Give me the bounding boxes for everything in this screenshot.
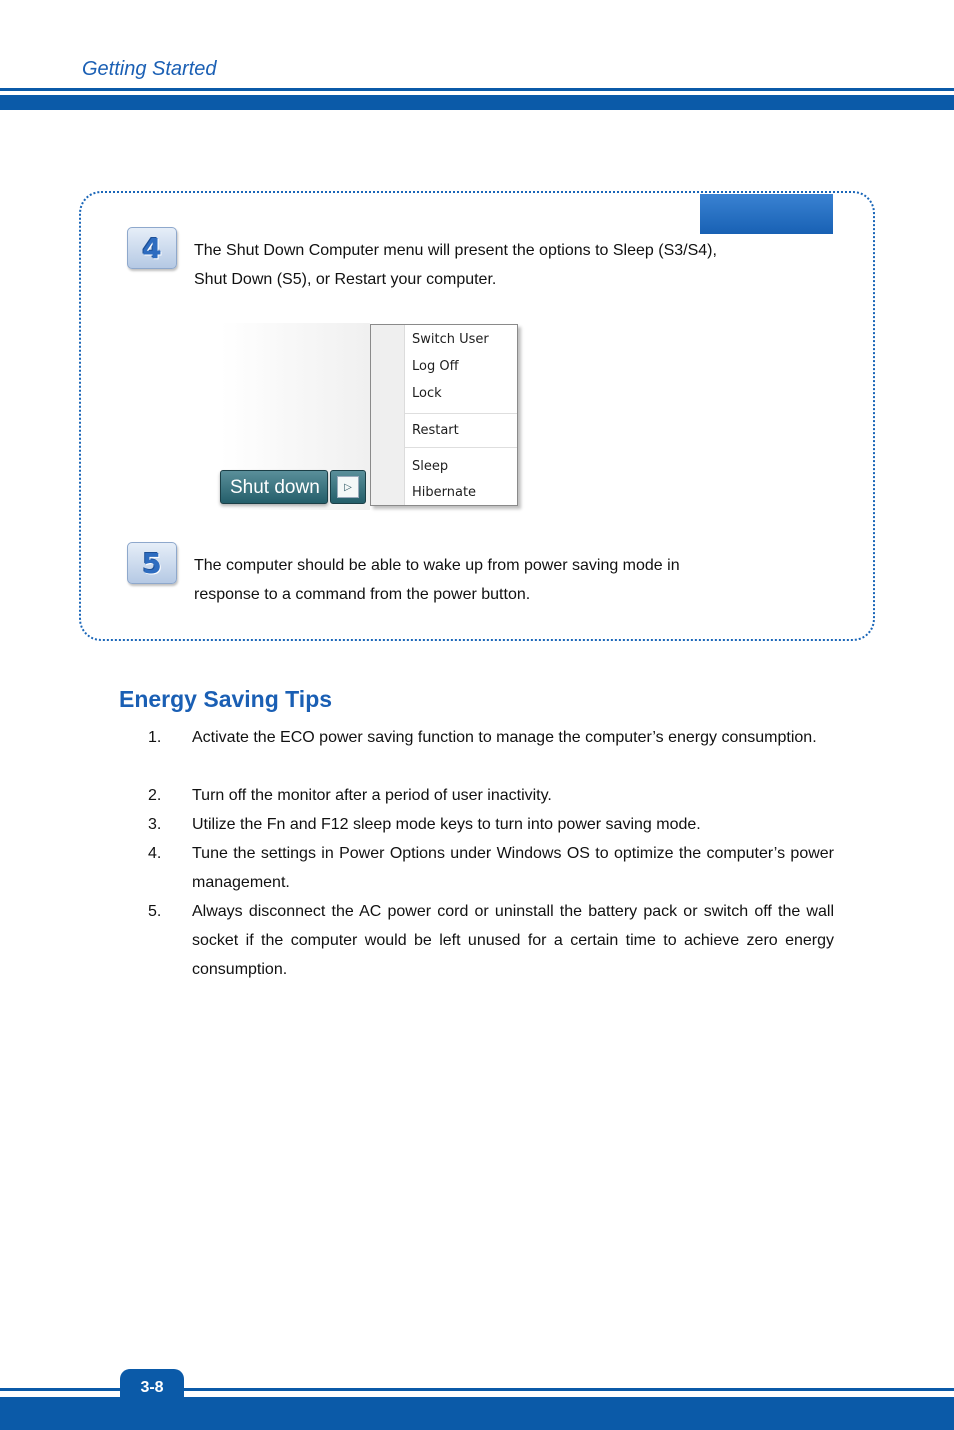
menu-separator: [405, 447, 517, 448]
triangle-right-icon: ▷: [337, 476, 359, 498]
menu-item-hibernate[interactable]: Hibernate: [412, 485, 477, 500]
step-4-line-2: Shut Down (S5), or Restart your computer.: [194, 271, 497, 288]
step-4-text: [194, 236, 717, 294]
list-item-number: 4.: [148, 845, 162, 862]
list-item-number: 5.: [148, 903, 162, 920]
page-number: 3-8: [120, 1369, 184, 1407]
step-4-icon: 4: [127, 227, 177, 269]
header-bar: [0, 95, 954, 110]
menu-item-restart[interactable]: Restart: [412, 423, 459, 438]
list-item-text: Turn off the monitor after a period of user inactivity.: [192, 787, 552, 804]
list-item-text: Always disconnect the AC power cord or uninstall the battery pack or switch off the wall socket if the computer would be left unused for a certain time to achieve zero energy consumption.: [192, 903, 834, 978]
menu-item-lock[interactable]: Lock: [412, 386, 442, 401]
menu-item-sleep[interactable]: Sleep: [412, 459, 449, 474]
step-5-icon: 5: [127, 542, 177, 584]
shutdown-options-button[interactable]: [330, 470, 366, 504]
section-title: Getting Started: [82, 58, 217, 80]
panel-tab-accent: [700, 194, 833, 234]
shutdown-options-menu: [370, 324, 518, 506]
list-item-text: Activate the ECO power saving function to manage the computer’s energy consumption.: [192, 729, 817, 746]
shutdown-menu-screenshot: [220, 323, 525, 510]
step-5-text: [194, 551, 680, 609]
shutdown-button[interactable]: Shut down: [220, 470, 328, 504]
header-rule: [0, 88, 954, 91]
menu-gutter: [371, 325, 405, 505]
list-item-number: 2.: [148, 787, 162, 804]
list-item-number: 1.: [148, 729, 162, 746]
list-item-text: Tune the settings in Power Options under Windows OS to optimize the computer’s power management.: [192, 845, 834, 891]
list-item-number: 3.: [148, 816, 162, 833]
menu-item-switch-user[interactable]: Switch User: [412, 332, 489, 347]
list-item-text: Utilize the Fn and F12 sleep mode keys to turn into power saving mode.: [192, 816, 701, 833]
step-5-line-1: The computer should be able to wake up from power saving mode in: [194, 557, 680, 574]
menu-item-log-off[interactable]: Log Off: [412, 359, 459, 374]
step-4-line-1: The Shut Down Computer menu will present the options to Sleep (S3/S4),: [194, 242, 717, 259]
menu-separator: [405, 413, 517, 414]
step-5-line-2: response to a command from the power button.: [194, 586, 531, 603]
energy-tips-heading: Energy Saving Tips: [119, 686, 333, 712]
